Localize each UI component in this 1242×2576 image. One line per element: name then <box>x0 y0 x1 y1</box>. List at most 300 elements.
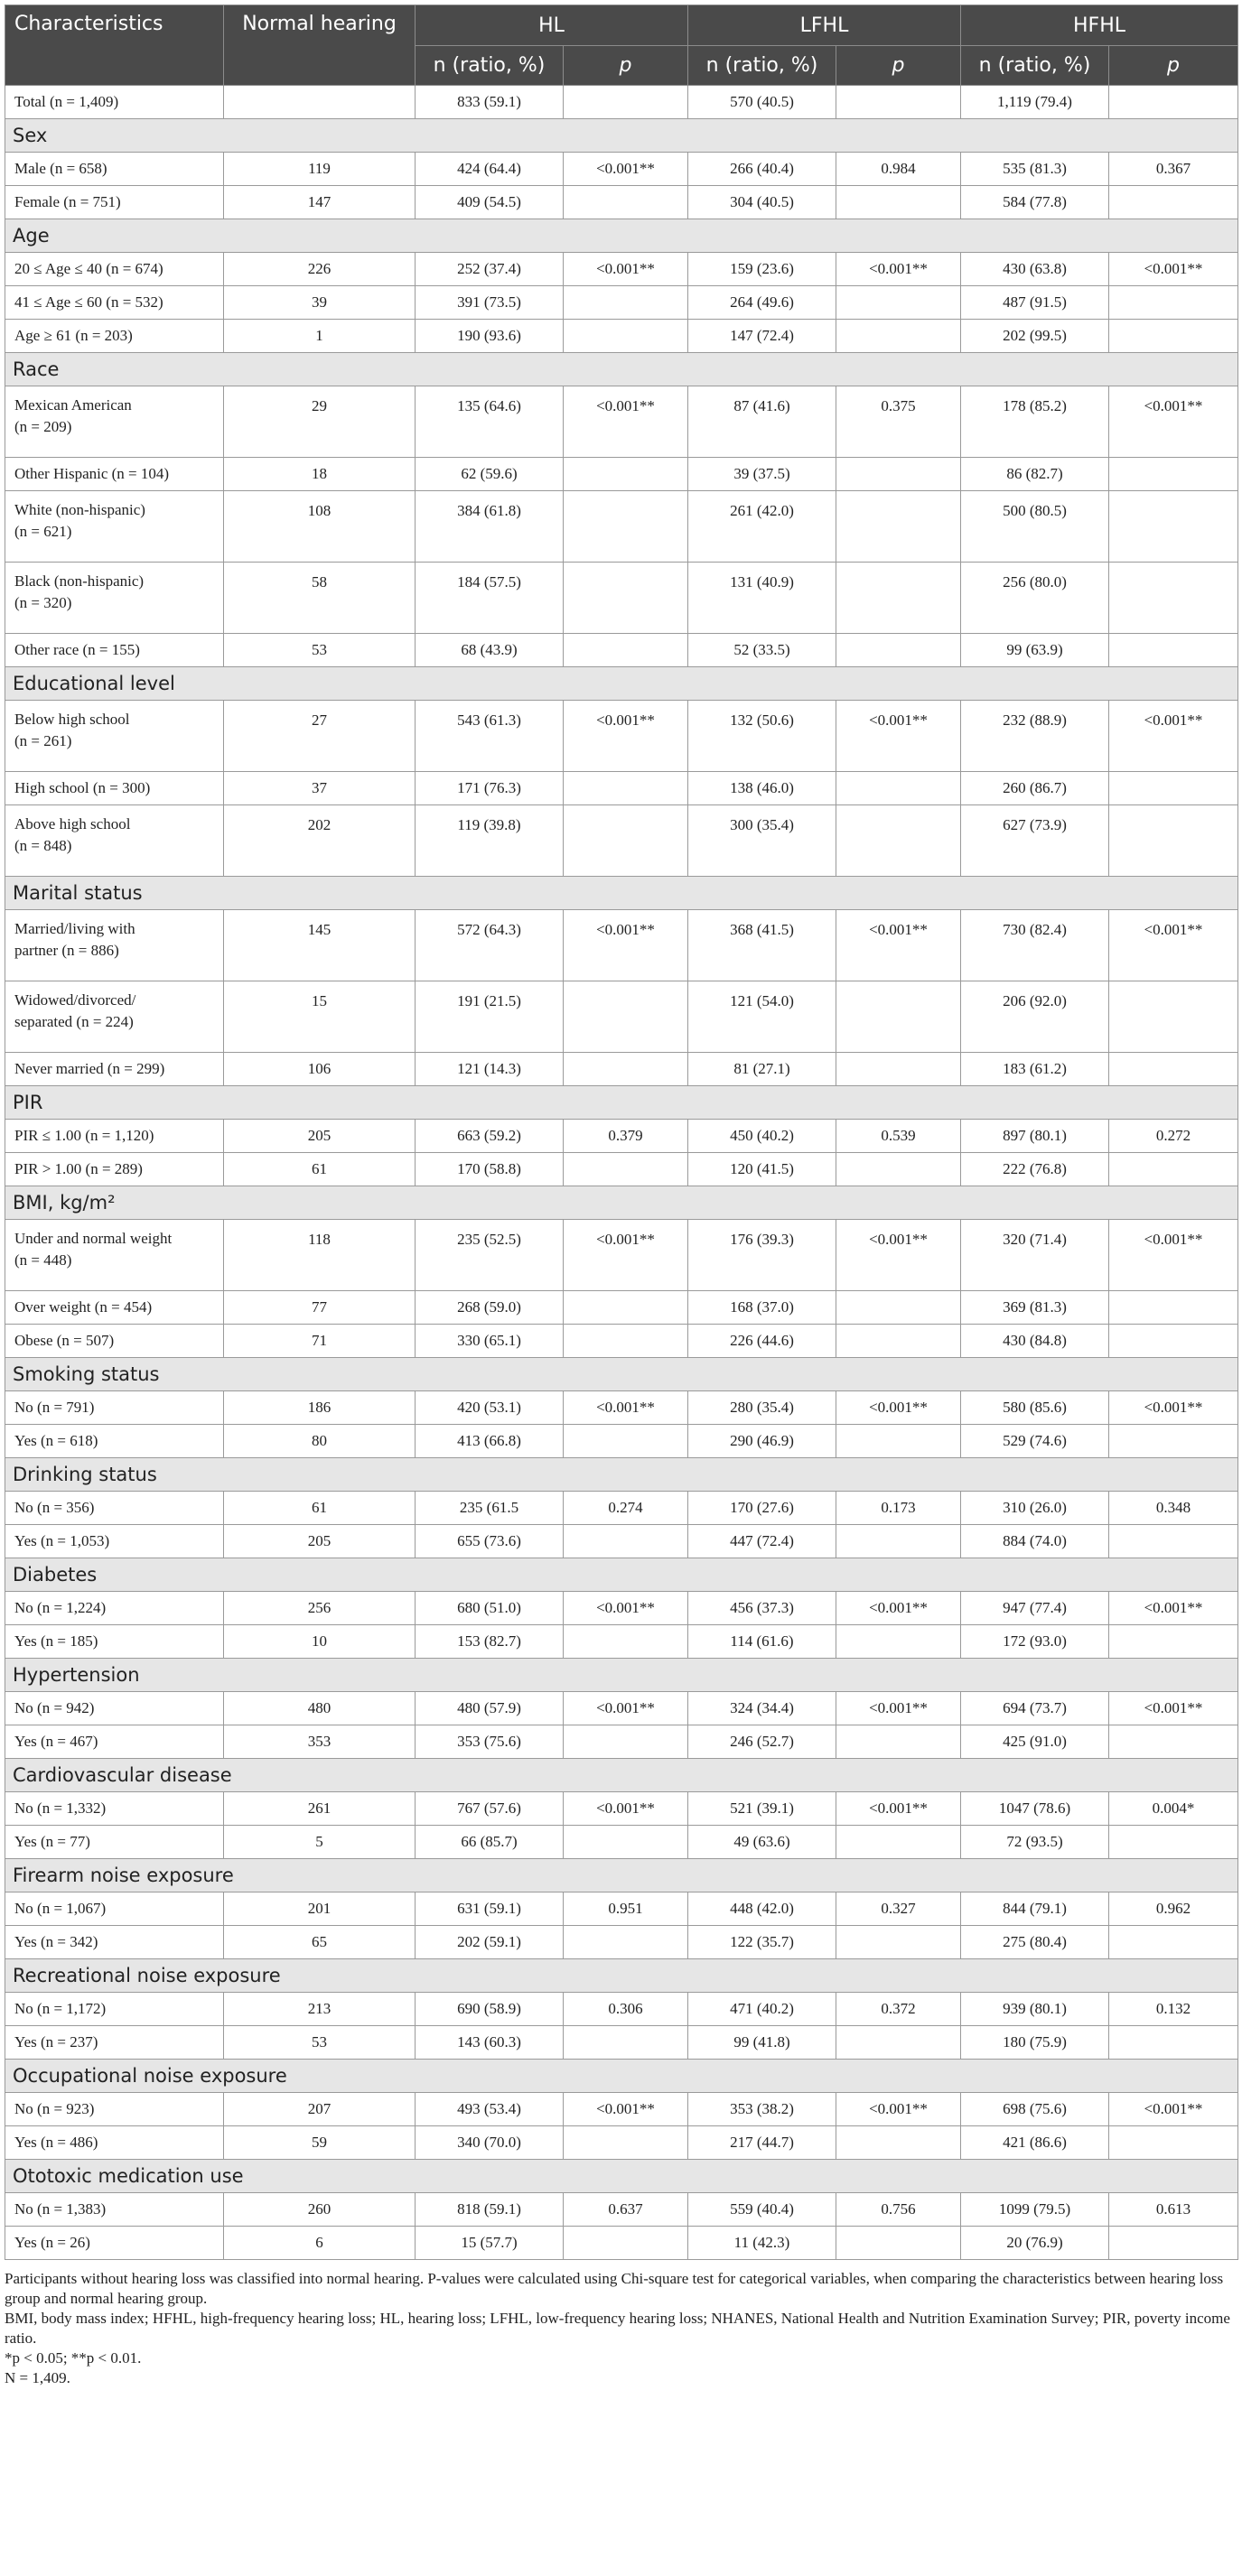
col-hl-n: n (ratio, %) <box>416 46 564 86</box>
hl-p-cell: 0.379 <box>564 1120 688 1153</box>
hfhl-p-cell <box>1109 1325 1238 1358</box>
hl-p-cell <box>564 320 688 353</box>
row-label: No (n = 1,332) <box>5 1792 224 1826</box>
section-header-row <box>5 219 1238 253</box>
section-header-row <box>5 1759 1238 1792</box>
row-label: No (n = 356) <box>5 1492 224 1525</box>
table-row <box>5 253 1238 286</box>
lfhl-p-cell: 0.372 <box>836 1993 961 2026</box>
hfhl-n-cell: 1099 (79.5) <box>961 2193 1109 2227</box>
hl-n-cell: 330 (65.1) <box>416 1325 564 1358</box>
hl-n-cell: 631 (59.1) <box>416 1892 564 1926</box>
hl-p-cell: <0.001** <box>564 1692 688 1725</box>
hl-p-cell <box>564 1926 688 1959</box>
lfhl-p-cell <box>836 805 961 877</box>
hfhl-p-cell: <0.001** <box>1109 253 1238 286</box>
section-header-row <box>5 1558 1238 1592</box>
row-label: 20 ≤ Age ≤ 40 (n = 674) <box>5 253 224 286</box>
hfhl-p-cell <box>1109 1625 1238 1659</box>
hfhl-p-cell <box>1109 1291 1238 1325</box>
hl-n-cell: 170 (58.8) <box>416 1153 564 1186</box>
hfhl-n-cell: 222 (76.8) <box>961 1153 1109 1186</box>
normal-hearing-cell: 58 <box>224 563 416 634</box>
lfhl-n-cell: 450 (40.2) <box>688 1120 836 1153</box>
hfhl-n-cell: 172 (93.0) <box>961 1625 1109 1659</box>
hfhl-n-cell: 206 (92.0) <box>961 981 1109 1053</box>
section-header-row <box>5 877 1238 910</box>
lfhl-n-cell: 132 (50.6) <box>688 701 836 772</box>
lfhl-p-cell: <0.001** <box>836 1220 961 1291</box>
section-header-row <box>5 1186 1238 1220</box>
hfhl-p-cell <box>1109 1926 1238 1959</box>
row-label: No (n = 1,224) <box>5 1592 224 1625</box>
normal-hearing-cell <box>224 86 416 119</box>
lfhl-p-cell: 0.539 <box>836 1120 961 1153</box>
table-row <box>5 1826 1238 1859</box>
hl-n-cell: 543 (61.3) <box>416 701 564 772</box>
lfhl-n-cell: 226 (44.6) <box>688 1325 836 1358</box>
hl-p-cell: <0.001** <box>564 153 688 186</box>
normal-hearing-cell: 15 <box>224 981 416 1053</box>
normal-hearing-cell: 108 <box>224 491 416 563</box>
table-row <box>5 772 1238 805</box>
hl-p-cell: 0.637 <box>564 2193 688 2227</box>
table-row <box>5 1792 1238 1826</box>
lfhl-n-cell: 217 (44.7) <box>688 2126 836 2160</box>
hfhl-n-cell: 430 (84.8) <box>961 1325 1109 1358</box>
lfhl-p-cell: <0.001** <box>836 2093 961 2126</box>
lfhl-p-cell <box>836 1926 961 1959</box>
section-header-row <box>5 667 1238 701</box>
hfhl-n-cell: 694 (73.7) <box>961 1692 1109 1725</box>
row-label: PIR ≤ 1.00 (n = 1,120) <box>5 1120 224 1153</box>
hfhl-p-cell: 0.348 <box>1109 1492 1238 1525</box>
lfhl-n-cell: 99 (41.8) <box>688 2026 836 2060</box>
hl-p-cell: 0.274 <box>564 1492 688 1525</box>
section-header-row <box>5 1859 1238 1892</box>
hl-n-cell: 391 (73.5) <box>416 286 564 320</box>
row-label: Over weight (n = 454) <box>5 1291 224 1325</box>
hfhl-p-cell <box>1109 320 1238 353</box>
hl-p-cell <box>564 1325 688 1358</box>
hl-n-cell: 202 (59.1) <box>416 1926 564 1959</box>
lfhl-p-cell <box>836 458 961 491</box>
lfhl-p-cell <box>836 1625 961 1659</box>
lfhl-p-cell <box>836 491 961 563</box>
hl-p-cell: <0.001** <box>564 386 688 458</box>
row-label: Yes (n = 26) <box>5 2227 224 2260</box>
hfhl-p-cell <box>1109 634 1238 667</box>
hfhl-n-cell: 730 (82.4) <box>961 910 1109 981</box>
row-label: Yes (n = 486) <box>5 2126 224 2160</box>
table-row <box>5 491 1238 563</box>
hfhl-n-cell: 939 (80.1) <box>961 1993 1109 2026</box>
lfhl-p-cell <box>836 286 961 320</box>
lfhl-n-cell: 521 (39.1) <box>688 1792 836 1826</box>
row-label: Total (n = 1,409) <box>5 86 224 119</box>
section-header-row <box>5 2060 1238 2093</box>
hfhl-p-cell <box>1109 458 1238 491</box>
hl-p-cell <box>564 1153 688 1186</box>
row-label: Male (n = 658) <box>5 153 224 186</box>
hl-n-cell: 340 (70.0) <box>416 2126 564 2160</box>
lfhl-p-cell <box>836 86 961 119</box>
lfhl-p-cell <box>836 1291 961 1325</box>
hfhl-p-cell <box>1109 491 1238 563</box>
hl-p-cell: <0.001** <box>564 253 688 286</box>
row-label: Yes (n = 185) <box>5 1625 224 1659</box>
hfhl-n-cell: 183 (61.2) <box>961 1053 1109 1086</box>
normal-hearing-cell: 59 <box>224 2126 416 2160</box>
hfhl-p-cell <box>1109 2126 1238 2160</box>
col-normal-hearing: Normal hearing <box>224 5 416 86</box>
hl-n-cell: 493 (53.4) <box>416 2093 564 2126</box>
hfhl-n-cell: 500 (80.5) <box>961 491 1109 563</box>
hl-p-cell <box>564 1725 688 1759</box>
hl-p-cell: 0.951 <box>564 1892 688 1926</box>
header-row <box>5 5 1238 46</box>
hfhl-n-cell: 844 (79.1) <box>961 1892 1109 1926</box>
lfhl-p-cell <box>836 2227 961 2260</box>
normal-hearing-cell: 480 <box>224 1692 416 1725</box>
normal-hearing-cell: 261 <box>224 1792 416 1826</box>
row-label: Black (non-hispanic) (n = 320) <box>5 563 224 634</box>
lfhl-p-cell <box>836 1325 961 1358</box>
lfhl-p-cell <box>836 320 961 353</box>
hfhl-p-cell <box>1109 805 1238 877</box>
lfhl-n-cell: 264 (49.6) <box>688 286 836 320</box>
hl-p-cell <box>564 634 688 667</box>
hl-p-cell <box>564 563 688 634</box>
lfhl-p-cell: 0.327 <box>836 1892 961 1926</box>
hfhl-p-cell: 0.132 <box>1109 1993 1238 2026</box>
hl-p-cell <box>564 2227 688 2260</box>
hl-n-cell: 119 (39.8) <box>416 805 564 877</box>
row-label: Yes (n = 237) <box>5 2026 224 2060</box>
hfhl-n-cell: 947 (77.4) <box>961 1592 1109 1625</box>
row-label: Under and normal weight (n = 448) <box>5 1220 224 1291</box>
hl-n-cell: 384 (61.8) <box>416 491 564 563</box>
table-row <box>5 1993 1238 2026</box>
row-label: High school (n = 300) <box>5 772 224 805</box>
table-row <box>5 1325 1238 1358</box>
hl-n-cell: 15 (57.7) <box>416 2227 564 2260</box>
hl-n-cell: 818 (59.1) <box>416 2193 564 2227</box>
hfhl-p-cell: <0.001** <box>1109 1692 1238 1725</box>
lfhl-p-cell <box>836 1425 961 1458</box>
hl-n-cell: 191 (21.5) <box>416 981 564 1053</box>
hfhl-p-cell <box>1109 1153 1238 1186</box>
normal-hearing-cell: 53 <box>224 2026 416 2060</box>
hfhl-n-cell: 369 (81.3) <box>961 1291 1109 1325</box>
characteristics-table <box>5 5 1238 2260</box>
normal-hearing-cell: 205 <box>224 1120 416 1153</box>
normal-hearing-cell: 61 <box>224 1492 416 1525</box>
section-header-row <box>5 1959 1238 1993</box>
lfhl-n-cell: 138 (46.0) <box>688 772 836 805</box>
hfhl-n-cell: 584 (77.8) <box>961 186 1109 219</box>
lfhl-p-cell: <0.001** <box>836 701 961 772</box>
section-title: Marital status <box>5 877 1238 910</box>
normal-hearing-cell: 119 <box>224 153 416 186</box>
normal-hearing-cell: 145 <box>224 910 416 981</box>
table-row <box>5 1592 1238 1625</box>
hfhl-n-cell: 580 (85.6) <box>961 1391 1109 1425</box>
row-label: Never married (n = 299) <box>5 1053 224 1086</box>
lfhl-p-cell: 0.375 <box>836 386 961 458</box>
row-label: Yes (n = 1,053) <box>5 1525 224 1558</box>
hl-n-cell: 135 (64.6) <box>416 386 564 458</box>
hfhl-p-cell: 0.367 <box>1109 153 1238 186</box>
lfhl-n-cell: 168 (37.0) <box>688 1291 836 1325</box>
lfhl-n-cell: 147 (72.4) <box>688 320 836 353</box>
row-label: No (n = 1,383) <box>5 2193 224 2227</box>
normal-hearing-cell: 10 <box>224 1625 416 1659</box>
row-label: Widowed/divorced/ separated (n = 224) <box>5 981 224 1053</box>
normal-hearing-cell: 186 <box>224 1391 416 1425</box>
section-header-row <box>5 1458 1238 1492</box>
hl-n-cell: 413 (66.8) <box>416 1425 564 1458</box>
lfhl-n-cell: 131 (40.9) <box>688 563 836 634</box>
lfhl-p-cell <box>836 1525 961 1558</box>
hfhl-n-cell: 897 (80.1) <box>961 1120 1109 1153</box>
table-row <box>5 186 1238 219</box>
hfhl-n-cell: 99 (63.9) <box>961 634 1109 667</box>
hfhl-p-cell <box>1109 86 1238 119</box>
hfhl-p-cell <box>1109 1826 1238 1859</box>
lfhl-n-cell: 559 (40.4) <box>688 2193 836 2227</box>
lfhl-n-cell: 246 (52.7) <box>688 1725 836 1759</box>
hl-p-cell <box>564 1525 688 1558</box>
normal-hearing-cell: 29 <box>224 386 416 458</box>
hl-n-cell: 171 (76.3) <box>416 772 564 805</box>
hfhl-p-cell <box>1109 1725 1238 1759</box>
normal-hearing-cell: 260 <box>224 2193 416 2227</box>
row-label: Married/living with partner (n = 886) <box>5 910 224 981</box>
hfhl-n-cell: 535 (81.3) <box>961 153 1109 186</box>
hfhl-n-cell: 202 (99.5) <box>961 320 1109 353</box>
normal-hearing-cell: 256 <box>224 1592 416 1625</box>
lfhl-p-cell: 0.173 <box>836 1492 961 1525</box>
table-row <box>5 458 1238 491</box>
normal-hearing-cell: 205 <box>224 1525 416 1558</box>
footnote-method: Participants without hearing loss was classified into normal hearing. P-values were calculated using Chi-square test for categorical variables, when comparing the characteristics between hearing loss group and normal hearing group. <box>5 2270 1224 2307</box>
hl-p-cell: <0.001** <box>564 1220 688 1291</box>
hl-n-cell: 190 (93.6) <box>416 320 564 353</box>
col-lfhl-n: n (ratio, %) <box>688 46 836 86</box>
normal-hearing-cell: 71 <box>224 1325 416 1358</box>
hl-n-cell: 655 (73.6) <box>416 1525 564 1558</box>
lfhl-p-cell: 0.756 <box>836 2193 961 2227</box>
col-hl: HL <box>416 5 688 46</box>
hl-p-cell <box>564 772 688 805</box>
hl-n-cell: 690 (58.9) <box>416 1993 564 2026</box>
lfhl-n-cell: 280 (35.4) <box>688 1391 836 1425</box>
normal-hearing-cell: 106 <box>224 1053 416 1086</box>
hfhl-n-cell: 425 (91.0) <box>961 1725 1109 1759</box>
normal-hearing-cell: 53 <box>224 634 416 667</box>
lfhl-p-cell <box>836 2126 961 2160</box>
table-row <box>5 1153 1238 1186</box>
lfhl-p-cell <box>836 634 961 667</box>
hfhl-p-cell: 0.004* <box>1109 1792 1238 1826</box>
hfhl-n-cell: 884 (74.0) <box>961 1525 1109 1558</box>
hfhl-p-cell: <0.001** <box>1109 1220 1238 1291</box>
hfhl-n-cell: 232 (88.9) <box>961 701 1109 772</box>
section-title: Hypertension <box>5 1659 1238 1692</box>
lfhl-n-cell: 52 (33.5) <box>688 634 836 667</box>
lfhl-n-cell: 300 (35.4) <box>688 805 836 877</box>
row-label: Yes (n = 77) <box>5 1826 224 1859</box>
normal-hearing-cell: 37 <box>224 772 416 805</box>
lfhl-n-cell: 170 (27.6) <box>688 1492 836 1525</box>
hl-p-cell <box>564 1291 688 1325</box>
hl-p-cell: <0.001** <box>564 701 688 772</box>
table-row <box>5 1391 1238 1425</box>
hl-p-cell: <0.001** <box>564 1592 688 1625</box>
table-row <box>5 2093 1238 2126</box>
hfhl-p-cell <box>1109 1525 1238 1558</box>
hl-n-cell: 833 (59.1) <box>416 86 564 119</box>
hfhl-n-cell: 310 (26.0) <box>961 1492 1109 1525</box>
lfhl-p-cell: <0.001** <box>836 1391 961 1425</box>
lfhl-p-cell: <0.001** <box>836 910 961 981</box>
lfhl-p-cell: <0.001** <box>836 1692 961 1725</box>
hl-n-cell: 153 (82.7) <box>416 1625 564 1659</box>
section-title: Age <box>5 219 1238 253</box>
hfhl-n-cell: 698 (75.6) <box>961 2093 1109 2126</box>
section-header-row <box>5 1659 1238 1692</box>
hl-p-cell <box>564 1053 688 1086</box>
hl-n-cell: 66 (85.7) <box>416 1826 564 1859</box>
hfhl-p-cell: <0.001** <box>1109 386 1238 458</box>
hfhl-p-cell: <0.001** <box>1109 910 1238 981</box>
hl-p-cell <box>564 2026 688 2060</box>
lfhl-p-cell <box>836 1053 961 1086</box>
row-label: No (n = 1,172) <box>5 1993 224 2026</box>
hl-n-cell: 680 (51.0) <box>416 1592 564 1625</box>
hl-p-cell <box>564 86 688 119</box>
lfhl-p-cell: 0.984 <box>836 153 961 186</box>
hfhl-n-cell: 178 (85.2) <box>961 386 1109 458</box>
hfhl-n-cell: 430 (63.8) <box>961 253 1109 286</box>
normal-hearing-cell: 77 <box>224 1291 416 1325</box>
col-characteristics: Characteristics <box>5 5 224 86</box>
hl-n-cell: 353 (75.6) <box>416 1725 564 1759</box>
row-label: No (n = 791) <box>5 1391 224 1425</box>
hl-p-cell <box>564 805 688 877</box>
hl-p-cell: <0.001** <box>564 1391 688 1425</box>
section-title: Firearm noise exposure <box>5 1859 1238 1892</box>
hl-p-cell <box>564 186 688 219</box>
hl-p-cell: <0.001** <box>564 2093 688 2126</box>
hfhl-p-cell <box>1109 563 1238 634</box>
row-label: Obese (n = 507) <box>5 1325 224 1358</box>
lfhl-n-cell: 353 (38.2) <box>688 2093 836 2126</box>
hl-n-cell: 424 (64.4) <box>416 153 564 186</box>
hfhl-n-cell: 275 (80.4) <box>961 1926 1109 1959</box>
table-footnotes <box>5 2269 1237 2388</box>
row-label: Yes (n = 342) <box>5 1926 224 1959</box>
col-hfhl-p: p <box>1109 46 1238 86</box>
lfhl-n-cell: 114 (61.6) <box>688 1625 836 1659</box>
row-label: Above high school (n = 848) <box>5 805 224 877</box>
hl-n-cell: 252 (37.4) <box>416 253 564 286</box>
row-label: No (n = 923) <box>5 2093 224 2126</box>
normal-hearing-cell: 118 <box>224 1220 416 1291</box>
table-row <box>5 1525 1238 1558</box>
normal-hearing-cell: 202 <box>224 805 416 877</box>
col-hfhl-n: n (ratio, %) <box>961 46 1109 86</box>
footnote-significance: *p < 0.05; **p < 0.01. <box>5 2349 142 2367</box>
row-label: No (n = 942) <box>5 1692 224 1725</box>
table-row <box>5 1425 1238 1458</box>
hfhl-p-cell: 0.962 <box>1109 1892 1238 1926</box>
lfhl-n-cell: 368 (41.5) <box>688 910 836 981</box>
normal-hearing-cell: 226 <box>224 253 416 286</box>
lfhl-n-cell: 471 (40.2) <box>688 1993 836 2026</box>
table-row <box>5 1492 1238 1525</box>
normal-hearing-cell: 147 <box>224 186 416 219</box>
lfhl-p-cell: <0.001** <box>836 1792 961 1826</box>
lfhl-n-cell: 87 (41.6) <box>688 386 836 458</box>
table-row <box>5 1053 1238 1086</box>
hfhl-p-cell <box>1109 2026 1238 2060</box>
table-row <box>5 2193 1238 2227</box>
hl-p-cell: <0.001** <box>564 910 688 981</box>
table-row <box>5 1625 1238 1659</box>
row-label: PIR > 1.00 (n = 289) <box>5 1153 224 1186</box>
hfhl-n-cell: 86 (82.7) <box>961 458 1109 491</box>
hfhl-p-cell: 0.272 <box>1109 1120 1238 1153</box>
table-container <box>5 5 1237 2388</box>
lfhl-n-cell: 266 (40.4) <box>688 153 836 186</box>
hfhl-p-cell <box>1109 981 1238 1053</box>
hl-p-cell <box>564 458 688 491</box>
hl-n-cell: 143 (60.3) <box>416 2026 564 2060</box>
normal-hearing-cell: 61 <box>224 1153 416 1186</box>
table-row <box>5 910 1238 981</box>
lfhl-n-cell: 122 (35.7) <box>688 1926 836 1959</box>
hl-n-cell: 62 (59.6) <box>416 458 564 491</box>
hl-p-cell <box>564 981 688 1053</box>
hfhl-n-cell: 1047 (78.6) <box>961 1792 1109 1826</box>
hfhl-p-cell: <0.001** <box>1109 701 1238 772</box>
row-label: Yes (n = 618) <box>5 1425 224 1458</box>
normal-hearing-cell: 80 <box>224 1425 416 1458</box>
total-row <box>5 86 1238 119</box>
lfhl-n-cell: 81 (27.1) <box>688 1053 836 1086</box>
section-title: Drinking status <box>5 1458 1238 1492</box>
table-row <box>5 153 1238 186</box>
lfhl-p-cell <box>836 563 961 634</box>
section-title: BMI, kg/m² <box>5 1186 1238 1220</box>
col-hfhl: HFHL <box>961 5 1238 46</box>
section-header-row <box>5 119 1238 153</box>
lfhl-n-cell: 448 (42.0) <box>688 1892 836 1926</box>
normal-hearing-cell: 201 <box>224 1892 416 1926</box>
hfhl-n-cell: 256 (80.0) <box>961 563 1109 634</box>
hfhl-n-cell: 1,119 (79.4) <box>961 86 1109 119</box>
table-row <box>5 320 1238 353</box>
hfhl-p-cell <box>1109 186 1238 219</box>
hl-p-cell: <0.001** <box>564 1792 688 1826</box>
hl-p-cell: 0.306 <box>564 1993 688 2026</box>
table-row <box>5 2126 1238 2160</box>
hl-p-cell <box>564 491 688 563</box>
section-title: Recreational noise exposure <box>5 1959 1238 1993</box>
table-row <box>5 563 1238 634</box>
